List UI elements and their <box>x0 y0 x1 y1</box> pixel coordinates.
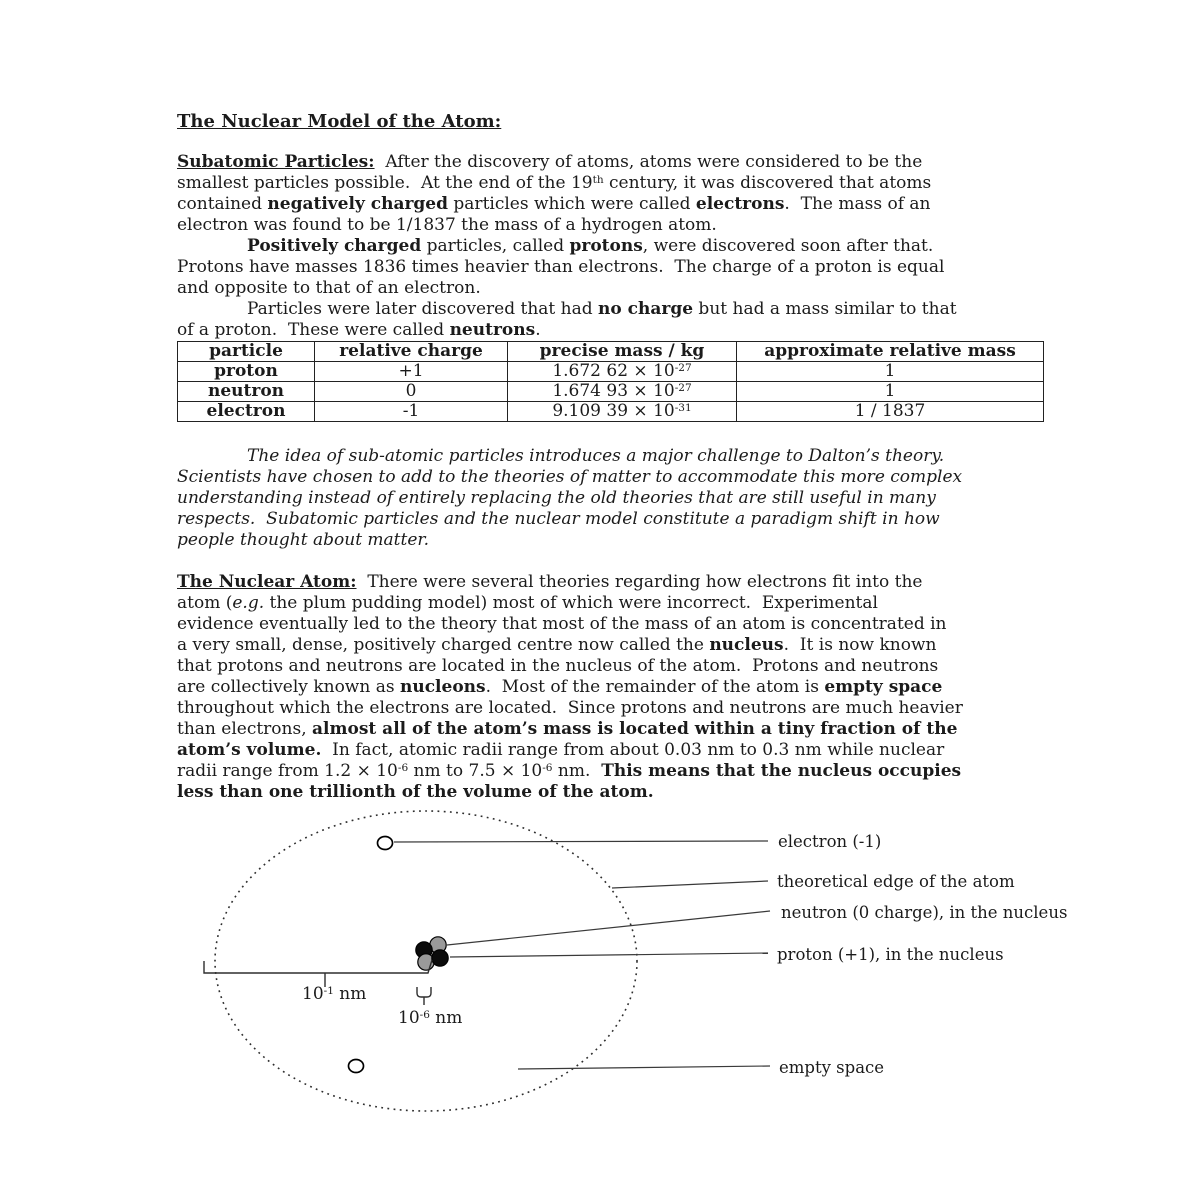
paragraph-subatomic-particles: Subatomic Particles: After the discovery of atoms, atoms were considered to be the smallest particles possible. At the end of the 19th century, it was discovered that atoms contained negatively charged particles which were called electrons. The mass of an electron was found to be 1/1837 the mass of a hydrogen atom. <box>177 152 932 235</box>
col-header-precise-mass: precise mass / kg <box>508 342 737 362</box>
table-row-electron <box>178 402 1044 422</box>
leader-line-electron <box>394 841 768 842</box>
col-header-approx-relative-mass: approximate relative mass <box>737 342 1044 362</box>
cell-neutron-approx: 1 <box>737 382 1044 402</box>
cell-electron-charge: -1 <box>315 402 508 422</box>
cell-electron-mass: 9.109 $39 \times 10^{-31}$ <box>508 402 737 422</box>
cell-proton-charge: +1 <box>315 362 508 382</box>
electron-dot-top <box>378 837 393 850</box>
table-row-neutron <box>178 382 1044 402</box>
cell-electron-approx: 1 / 1837 <box>737 402 1044 422</box>
table-header-row <box>178 342 1044 362</box>
leader-line-proton <box>450 953 768 957</box>
paragraph-neutrons: Particles were later discovered that had no charge but had a mass similar to that of a proton. These were called neutrons. <box>177 299 957 340</box>
cell-neutron-charge: 0 <box>315 382 508 402</box>
label-proton: proton (+1), in the nucleus <box>777 945 1004 964</box>
particle-properties-table <box>177 341 1044 422</box>
paragraph-positively-charged: Positively charged particles, called protons, were discovered soon after that. Protons have masses 1836 times heavier than electrons. The charge of a proton is equal and opposite to that of an electron. <box>177 236 945 298</box>
paragraph-nuclear-atom: The Nuclear Atom: There were several theories regarding how electrons fit into the atom (e.g. the plum pudding model) most of which were incorrect. Experimental evidence eventually led to the theory that most of the mass of an atom is concentrated in a very small, dense, positively charged centre now called the nucleus. It is now known that protons and neutrons are located in the nucleus of the atom. Protons and neutrons are collectively known as nucleons. Most of the remainder of the atom is empty space throughout which the electrons are located. Since protons and neutrons are much heavier than electrons, almost all of the atom’s mass is located within a tiny fraction of the atom’s volume. In fact, atomic radii range from about 0.03 nm to 0.3 nm while nuclear radii range from $1.2 \times 10^{-6}$ nm to $7.5 \times 10^{-6}$ nm. This means that the nucleus occupies less than one trillionth of the volume of the atom. <box>177 572 963 802</box>
label-electron: electron (-1) <box>778 832 882 851</box>
proton-particle-right <box>432 950 448 966</box>
leader-line-theoretical-edge <box>612 881 768 888</box>
leader-line-neutron <box>447 911 770 945</box>
leader-line-empty-space <box>518 1066 770 1069</box>
cell-proton-mass: 1.672 $62 \times 10^{-27}$ <box>508 362 737 382</box>
electron-dot-bottom <box>349 1060 364 1073</box>
atom-radius-brace <box>204 960 432 987</box>
page-title: The Nuclear Model of the Atom: <box>177 111 502 132</box>
paragraph-paradigm-shift: The idea of sub-atomic particles introduces a major challenge to Dalton’s theory. Scientists have chosen to add to the theories of matter to accommodate this more complex understanding instead of entirely replacing the old theories that are still useful in many respects. Subatomic particles and the nuclear model constitute a paradigm shift in how people thought about matter. <box>177 446 963 550</box>
atom-diagram <box>170 800 1080 1140</box>
cell-electron-name: electron <box>178 402 315 422</box>
cell-proton-name: proton <box>178 362 315 382</box>
label-theoretical-edge: theoretical edge of the atom <box>777 872 1015 891</box>
nucleus-radius-brace <box>417 987 431 1005</box>
label-atom-radius-scale: $10^{-1}$ nm <box>302 984 367 1004</box>
label-empty-space: empty space <box>779 1058 885 1077</box>
cell-proton-approx: 1 <box>737 362 1044 382</box>
cell-neutron-name: neutron <box>178 382 315 402</box>
table-row-proton <box>178 362 1044 382</box>
label-nucleus-radius-scale: $10^{-6}$ nm <box>398 1008 463 1028</box>
col-header-relative-charge: relative charge <box>315 342 508 362</box>
label-neutron: neutron (0 charge), in the nucleus <box>781 903 1068 922</box>
document-body <box>177 0 1182 803</box>
cell-neutron-mass: 1.674 $93 \times 10^{-27}$ <box>508 382 737 402</box>
col-header-particle: particle <box>178 342 315 362</box>
